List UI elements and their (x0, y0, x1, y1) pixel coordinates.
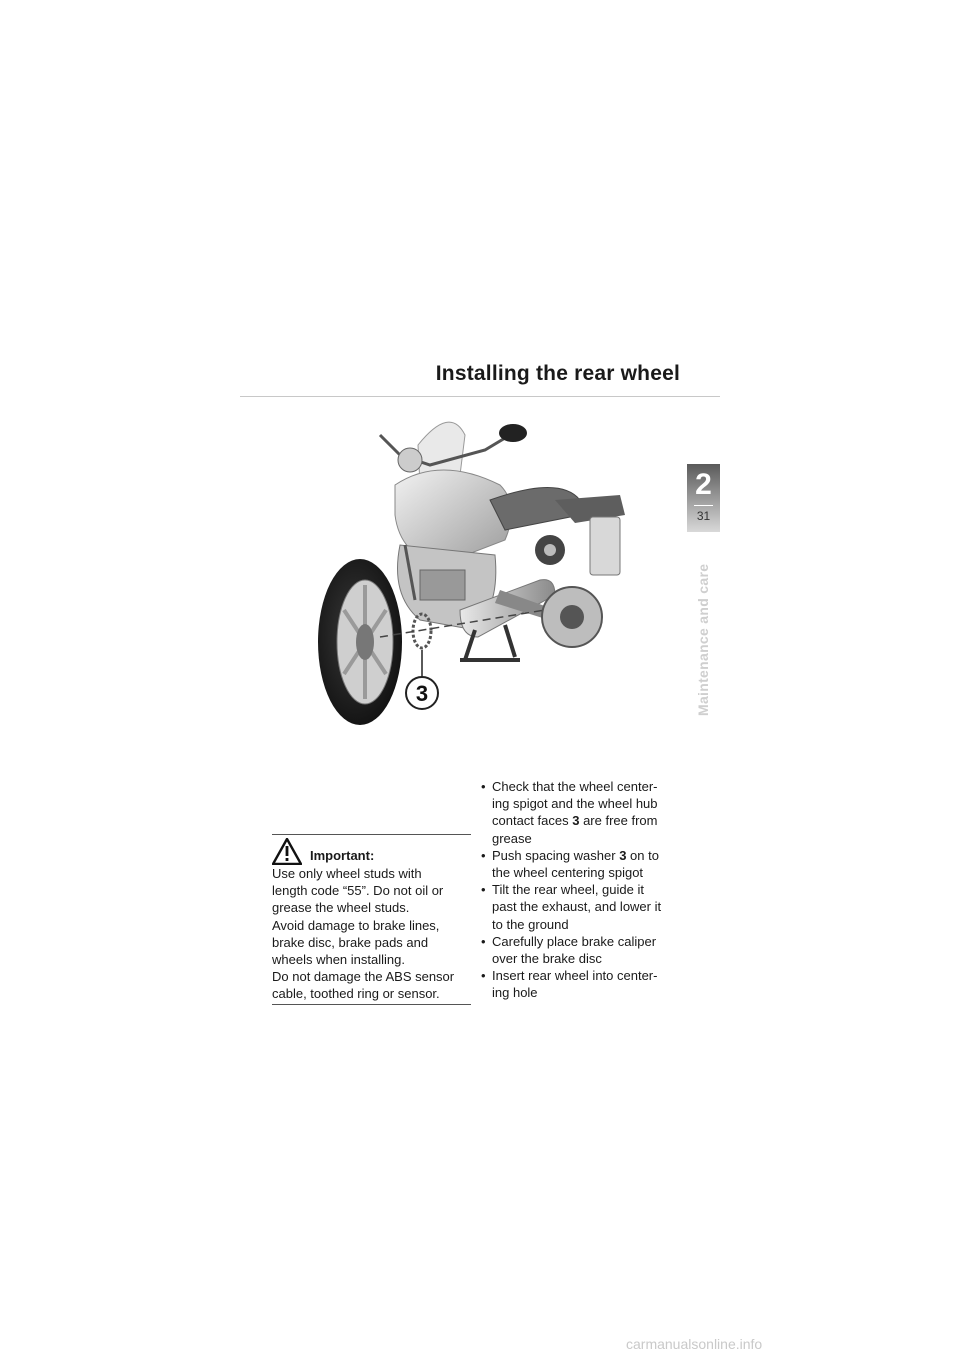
chapter-divider (694, 505, 713, 506)
step-item (481, 881, 686, 933)
warning-triangle-icon (272, 838, 302, 865)
step-line: over the brake disc (492, 951, 602, 967)
bullet-icon: • (481, 847, 486, 863)
step-item (481, 847, 686, 881)
watermark: carmanualsonline.info (626, 1336, 763, 1352)
step-text: on to (626, 847, 659, 863)
motorcycle-rear-wheel-illustration (300, 405, 630, 725)
step-line (492, 847, 686, 864)
step-text: Push spacing washer (492, 847, 620, 863)
step-line: ing spigot and the wheel hub (492, 796, 658, 812)
bullet-icon: • (481, 933, 486, 949)
step-line: Insert rear wheel into center- (492, 968, 658, 984)
bullet-icon: • (481, 779, 486, 794)
important-warning-box (272, 834, 471, 1005)
step-line: the wheel centering spigot (492, 865, 644, 881)
installation-steps-list (481, 778, 686, 1002)
page-number: 31 (696, 509, 711, 523)
bullet-icon: • (481, 882, 486, 898)
warning-line: length code “55”. Do not oil or (272, 883, 444, 899)
step-text: contact faces (492, 813, 573, 829)
warning-line: cable, toothed ring or sensor. (272, 986, 440, 1002)
warning-line: grease the wheel studs. (272, 900, 410, 916)
callout-number: 3 (415, 681, 429, 706)
step-line (492, 812, 686, 829)
step-item (481, 967, 686, 1001)
part-reference: 3 (572, 813, 580, 829)
warning-line: Use only wheel studs with (272, 866, 422, 881)
chapter-side-label: Maintenance and care (695, 563, 711, 716)
step-item (481, 933, 686, 967)
warning-line: Avoid damage to brake lines, (272, 917, 440, 933)
bullet-icon: • (481, 968, 486, 984)
important-label: Important: (310, 848, 375, 863)
step-line: to the ground (492, 916, 569, 932)
warning-text (272, 865, 471, 1004)
step-text: are free from (579, 813, 658, 829)
step-line: Tilt the rear wheel, guide it (492, 882, 644, 898)
step-line: Carefully place brake caliper (492, 933, 657, 949)
step-line: past the exhaust, and lower it (492, 899, 662, 915)
step-line: Check that the wheel center- (492, 779, 658, 794)
warning-line: wheels when installing. (272, 952, 405, 968)
chapter-number: 2 (695, 468, 712, 501)
step-line: grease (492, 830, 532, 846)
warning-line: brake disc, brake pads and (272, 934, 429, 950)
step-line: ing hole (492, 985, 538, 1001)
page-title: Installing the rear wheel (435, 362, 680, 385)
step-item (481, 778, 686, 847)
warning-line: Do not damage the ABS sensor (272, 969, 455, 985)
title-divider (240, 396, 720, 397)
part-reference: 3 (619, 847, 627, 863)
